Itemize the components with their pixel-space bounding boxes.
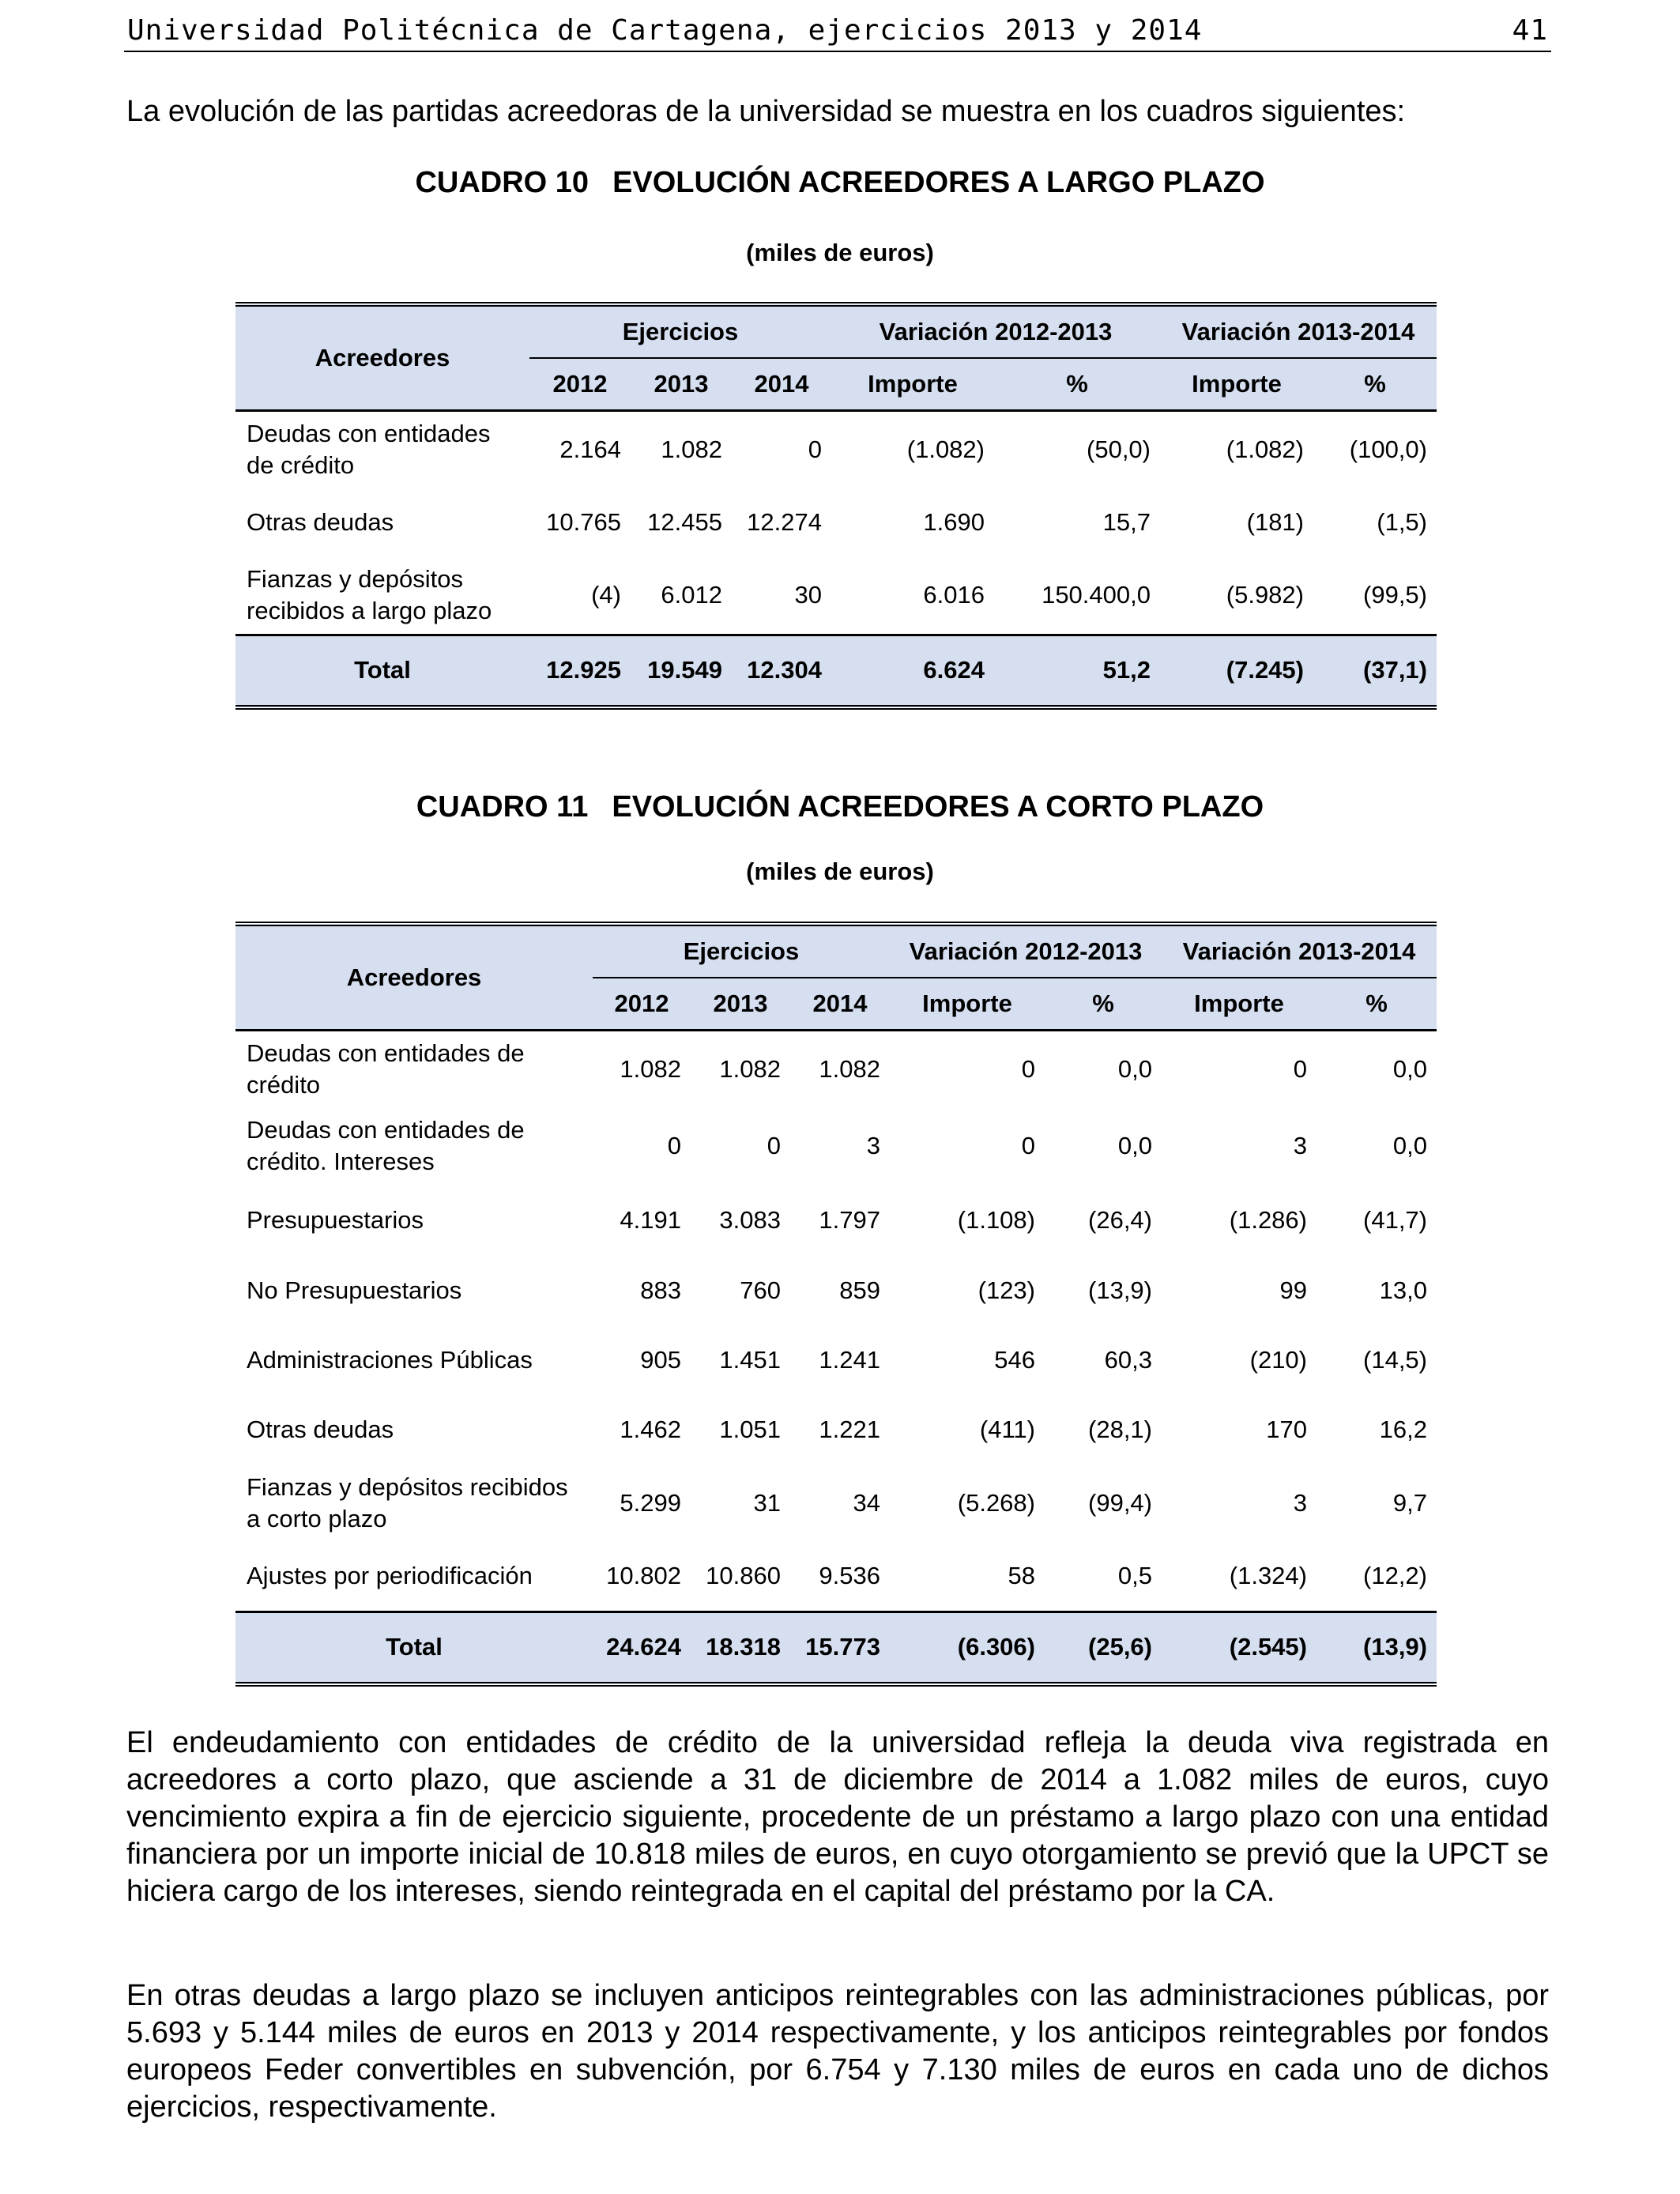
table-cell: 0	[1021, 1132, 1035, 1159]
page-number: 41	[1512, 14, 1548, 47]
table10-col-header: 2013	[631, 358, 732, 410]
table10-units: (miles de euros)	[746, 239, 934, 266]
row-label: Presupuestarios	[247, 1206, 424, 1234]
table-cell: (210)	[1249, 1346, 1307, 1374]
table-cell: 6.016	[923, 581, 985, 609]
table-cell: (1,5)	[1377, 508, 1427, 536]
table-cell: (12,2)	[1363, 1562, 1427, 1590]
table-row	[235, 1256, 1437, 1325]
table-row	[235, 1030, 1437, 1107]
table10-col-header: Importe	[831, 358, 994, 410]
table-cell: 883	[640, 1276, 681, 1304]
table-cell: 2.164	[559, 435, 621, 463]
table10-col-header: 2012	[529, 358, 631, 410]
intro-text: La evolución de las partidas acreedoras de la universidad se muestra en los cuadros siguientes:	[126, 95, 1406, 128]
table-cell: 859	[839, 1276, 880, 1304]
table-cell: 0,5	[1117, 1562, 1152, 1590]
table-cell: 5.299	[620, 1489, 681, 1517]
table-cell: 10.765	[546, 508, 621, 536]
table-cell: 9.536	[819, 1562, 880, 1590]
table-cell: (41,7)	[1363, 1206, 1427, 1234]
table-cell: 3	[1293, 1132, 1307, 1159]
table-cell: 13,0	[1379, 1276, 1427, 1304]
table-cell: 1.690	[923, 508, 985, 536]
table-cell: 1.462	[620, 1416, 681, 1443]
table11-header-ejercicios: Ejercicios	[593, 924, 890, 978]
table11-col-header: %	[1045, 978, 1162, 1030]
table10-col-header: Importe	[1160, 358, 1313, 410]
table-cell: 15,7	[1102, 508, 1151, 536]
total-cell: 15.773	[790, 1612, 890, 1684]
table10	[235, 302, 1437, 710]
table-cell: 0	[667, 1132, 681, 1159]
row-label: Administraciones Públicas	[247, 1346, 533, 1374]
table-cell: 1.082	[620, 1054, 681, 1083]
table-cell: (1.324)	[1229, 1562, 1307, 1590]
table-cell: (26,4)	[1088, 1206, 1152, 1234]
total-label: Total	[235, 1612, 593, 1684]
row-label: Otras deudas	[247, 1416, 394, 1443]
row-label: Deudas con entidades de crédito	[247, 1039, 525, 1099]
table-row	[235, 1542, 1437, 1612]
total-cell: 6.624	[831, 635, 994, 707]
paragraph-endeudamiento: El endeudamiento con entidades de crédito de la universidad refleja la deuda viva registrada en acreedores a corto plazo, que asciende a 31 de diciembre de 2014 a 1.082 miles de euros, cuyo vencimiento expira a fin de ejercicio siguiente, procedente de un préstamo a largo plazo con una entidad financiera por un importe inicial de 10.818 miles de euros, en cuyo otorgamiento se previó que la UPCT se hiciera cargo de los intereses, siendo reintegrada en el capital del préstamo por la CA.	[126, 1726, 1549, 1908]
table-cell: (1.082)	[1226, 435, 1304, 463]
table-cell: 0,0	[1392, 1054, 1427, 1083]
table11-header-acreedores: Acreedores	[235, 924, 593, 1030]
table10-col-header: %	[994, 358, 1160, 410]
table-cell: 905	[640, 1346, 681, 1374]
table-cell: 9,7	[1392, 1489, 1427, 1517]
table-cell: 0	[1293, 1054, 1307, 1083]
table-cell: 1.082	[819, 1054, 880, 1083]
header-title: Universidad Politécnica de Cartagena, ejercicios 2013 y 2014	[127, 14, 1203, 47]
table-cell: 10.802	[606, 1562, 681, 1590]
table10-col-header: %	[1313, 358, 1437, 410]
table-cell: 1.082	[661, 435, 722, 463]
table-row	[235, 1395, 1437, 1465]
table11-title: EVOLUCIÓN ACREEDORES A CORTO PLAZO	[612, 790, 1264, 824]
total-cell: 12.925	[529, 635, 631, 707]
table-row	[235, 488, 1437, 557]
row-label: Deudas con entidades de crédito. Intereses	[247, 1116, 525, 1175]
table-cell: 1.797	[819, 1206, 880, 1234]
table10-title: EVOLUCIÓN ACREEDORES A LARGO PLAZO	[612, 166, 1265, 199]
row-label: Otras deudas	[247, 508, 394, 536]
table-cell: 0,0	[1392, 1132, 1427, 1159]
table11-col-header: Importe	[1162, 978, 1317, 1030]
table10-header-variacion-2013-2014: Variación 2013-2014	[1160, 304, 1437, 358]
table10-header-ejercicios: Ejercicios	[529, 304, 831, 358]
table-cell: 1.221	[819, 1416, 880, 1443]
table11-col-header: 2013	[691, 978, 790, 1030]
table-row	[235, 1107, 1437, 1185]
table-cell: (1.286)	[1229, 1206, 1307, 1234]
table-cell: 3	[1293, 1489, 1307, 1517]
paragraph-otras-deudas: En otras deudas a largo plazo se incluyen anticipos reintegrables con las administraciones públicas, por 5.693 y 5.144 miles de euros en 2013 y 2014 respectivamente, y los anticipos reintegrables por fondos europeos Feder convertibles en subvención, por 6.754 y 7.130 miles de euros en cada uno de dichos ejercicios, respectivamente.	[126, 1979, 1549, 2124]
table-cell: 0	[767, 1132, 781, 1159]
row-label: Fianzas y depósitos recibidos a largo plazo	[247, 565, 492, 625]
table-cell: 16,2	[1379, 1416, 1427, 1443]
table-cell: 60,3	[1104, 1346, 1152, 1374]
table-cell: 99	[1279, 1276, 1307, 1304]
table-cell: 6.012	[661, 581, 722, 609]
table11-number: CUADRO 11	[416, 790, 589, 824]
table-cell: (411)	[979, 1416, 1035, 1443]
table11-header-variacion-2012-2013: Variación 2012-2013	[890, 924, 1162, 978]
table-total-row	[235, 635, 1437, 707]
table-cell: 31	[753, 1489, 781, 1517]
total-cell: 51,2	[994, 635, 1160, 707]
table-cell: (100,0)	[1349, 435, 1427, 463]
row-label: Deudas con entidades de crédito	[247, 419, 491, 479]
table-cell: 10.860	[706, 1562, 781, 1590]
total-cell: (37,1)	[1313, 635, 1437, 707]
total-cell: (2.545)	[1162, 1612, 1317, 1684]
table-cell: 58	[1008, 1562, 1035, 1590]
table-cell: 0,0	[1117, 1132, 1152, 1159]
running-header	[124, 11, 1551, 52]
row-label: Ajustes por periodificación	[247, 1562, 533, 1590]
table-cell: (13,9)	[1088, 1276, 1152, 1304]
table11-caption	[0, 790, 1680, 824]
total-cell: (6.306)	[890, 1612, 1045, 1684]
table-cell: 0	[1021, 1054, 1035, 1083]
total-cell: (7.245)	[1160, 635, 1313, 707]
table10-number: CUADRO 10	[415, 166, 590, 199]
table-cell: (4)	[591, 581, 621, 609]
table-cell: 30	[794, 581, 822, 609]
table-cell: 12.274	[747, 508, 822, 536]
table-cell: 150.400,0	[1042, 581, 1151, 609]
total-cell: 12.304	[732, 635, 831, 707]
table10-header-acreedores: Acreedores	[235, 304, 529, 410]
table11-col-header: 2012	[593, 978, 691, 1030]
table-cell: (123)	[977, 1276, 1035, 1304]
table-row	[235, 1185, 1437, 1256]
table-row	[235, 1325, 1437, 1395]
table-row	[235, 557, 1437, 635]
table10-col-header: 2014	[732, 358, 831, 410]
table11	[235, 922, 1437, 1687]
table-cell: 0,0	[1117, 1054, 1152, 1083]
table-cell: 1.051	[719, 1416, 781, 1443]
table10-caption	[0, 166, 1680, 200]
table-cell: 1.241	[819, 1346, 880, 1374]
total-cell: 18.318	[691, 1612, 790, 1684]
table-row	[235, 1465, 1437, 1542]
table-cell: 760	[740, 1276, 781, 1304]
total-cell: 24.624	[593, 1612, 691, 1684]
table-cell: (1.108)	[957, 1206, 1035, 1234]
table-cell: (14,5)	[1363, 1346, 1427, 1374]
table11-header-variacion-2013-2014: Variación 2013-2014	[1162, 924, 1437, 978]
table11-col-header: %	[1317, 978, 1437, 1030]
table-cell: 4.191	[620, 1206, 681, 1234]
table-cell: 546	[994, 1346, 1035, 1374]
table-cell: 3	[866, 1132, 880, 1159]
table-cell: (99,4)	[1088, 1489, 1152, 1517]
table11-col-header: Importe	[890, 978, 1045, 1030]
table-cell: (28,1)	[1088, 1416, 1152, 1443]
table11-col-header: 2014	[790, 978, 890, 1030]
table-cell: (99,5)	[1363, 581, 1427, 609]
table-cell: 12.455	[647, 508, 722, 536]
total-label: Total	[235, 635, 529, 707]
table-cell: (1.082)	[906, 435, 985, 463]
table-total-row	[235, 1612, 1437, 1684]
table-cell: (50,0)	[1087, 435, 1151, 463]
table-cell: 170	[1266, 1416, 1307, 1443]
table-cell: 3.083	[719, 1206, 781, 1234]
table-row	[235, 410, 1437, 488]
table-cell: 1.082	[719, 1054, 781, 1083]
table-cell: 0	[808, 435, 822, 463]
row-label: Fianzas y depósitos recibidos a corto plazo	[247, 1473, 568, 1532]
table11-units: (miles de euros)	[746, 858, 934, 885]
row-label: No Presupuestarios	[247, 1276, 462, 1304]
table-cell: 34	[853, 1489, 880, 1517]
table-cell: (181)	[1246, 508, 1304, 536]
total-cell: 19.549	[631, 635, 732, 707]
table10-header-variacion-2012-2013: Variación 2012-2013	[831, 304, 1160, 358]
total-cell: (25,6)	[1045, 1612, 1162, 1684]
total-cell: (13,9)	[1317, 1612, 1437, 1684]
table-cell: (5.982)	[1226, 581, 1304, 609]
table-cell: 1.451	[719, 1346, 781, 1374]
table-cell: (5.268)	[957, 1489, 1035, 1517]
